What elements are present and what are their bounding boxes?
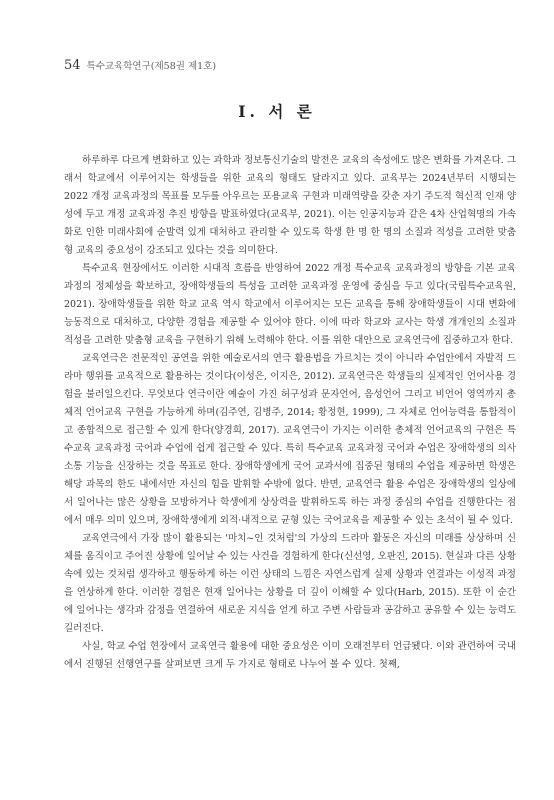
page-number: 54 xyxy=(64,58,81,73)
paragraph: 교육연극에서 가장 많이 활용되는 '마치~인 것처럼'의 가상의 드라마 활동은 자신의 미래를 상상하며 신체를 움직이고 주어진 상황에 일어날 수 있는 사건을 경험하게 한다(신선영, 오판진, 2015). 현실과 다른 상황 속에 있는 것처럼 생각하고 행동하게 하는 이런 상태의 느낌은 자연스럽게 실제 상황과 연결과는 이성적 과정을 연상하게 한다. 이러한 경험은 현재 일어나는 상황을 더 깊이 이해할 수 있다(Harb, 2015). 또한 이 순간에 일어나는 생각과 감정을 연결하여 새로운 지식을 얻게 하고 주변 사람들과 공감하고 공유할 수 있는 능력도 길러진다. xyxy=(64,533,516,634)
running-header xyxy=(64,58,216,73)
paragraph: 하루하루 다르게 변화하고 있는 과학과 정보통신기술의 발전은 교육의 속성에도 많은 변화를 가져온다. 그래서 학교에서 이루어지는 학생들을 위한 교육의 형태도 달라지고 있다. 교육부는 2024년부터 시행되는 2022 개정 교육과정의 목표를 모두를 아우르는 포용교육 구현과 미래역량을 갖춘 자기 주도적 혁신적 인재 양성에 두고 개정 교육과정 추진 방향을 발표하였다(교육부, 2021). 이는 인공지능과 같은 4차 산업혁명의 가속화로 인한 미래사회에 순발력 있게 대처하고 관리할 수 있도록 학생 한 명 한 명의 소질과 적성을 고려한 맞춤형 교육의 중요성이 강조되고 있다는 것을 의미한다. xyxy=(64,155,516,256)
section-title: Ⅰ. 서 론 xyxy=(238,102,316,121)
paragraph: 교육연극은 전문적인 공연을 위한 예술로서의 연극 활용법을 가르치는 것이 아니라 수업안에서 자발적 드라마 행위를 교육적으로 활용하는 것이다(이성은, 이지은, 2012). 교육연극은 학생들의 실제적인 언어사용 경험을 불러일으킨다. 무엇보다 연극이란 예술이 가진 허구성과 문자언어, 음성언어 그리고 비언어 영역까지 총체적 언어교육 구현을 가능하게 하며(김주연, 김병주, 2014; 황정현, 1999), 그 자체로 언어능력을 통합적이고 종합적으로 접근할 수 있게 한다(양경희, 2017). 교육연극이 가지는 이러한 총체적 언어교육의 구현은 특수교육 교육과정 국어과 수업에 쉽게 접근할 수 있다. 특히 특수교육 교육과정 국어과 수업은 장애학생의 의사소통 기능을 신장하는 것을 목표로 한다. 장애학생에게 국어 교과서에 집중된 형태의 수업을 제공하면 학생은 해당 과목의 한도 내에서만 자신의 힘을 발휘할 수밖에 없다. 반면, 교육연극 활용 수업은 장애학생의 일상에서 일어나는 많은 상황을 모방하거나 학생에게 상상력을 발휘하도록 하는 과정 중심의 수업을 진행한다는 점에서 매우 의미 있으며, 장애학생에게 외적·내적으로 균형 있는 국어교육을 제공할 수 있는 초석이 될 수 있다. xyxy=(64,353,516,526)
paragraph: 사실, 학교 수업 현장에서 교육연극 활용에 대한 중요성은 이미 오래전부터 언급됐다. 이와 관련하여 국내에서 진행된 선행연구를 살펴보면 크게 두 가지로 형태로 나누어 볼 수 있다. 첫째, xyxy=(64,641,516,670)
paragraph: 특수교육 현장에서도 이러한 시대적 흐름을 반영하여 2022 개정 특수교육 교육과정의 방향을 기본 교육과정의 정체성을 확보하고, 장애학생들의 특성을 고려한 교육과정 운영에 중심을 두고 있다(국립특수교육원, 2021). 장애학생들을 위한 학교 교육 역시 학교에서 이루어지는 모든 교육을 통해 장애학생들이 시대 변화에 능동적으로 대처하고, 다양한 경험을 제공할 수 있어야 한다. 이에 따라 학교와 교사는 학생 개개인의 소질과 적성을 고려한 맞춤형 교육을 구현하기 위해 노력해야 한다. 이를 위한 대안으로 교육연극에 집중하고자 한다. xyxy=(64,263,516,346)
journal-title: 특수교육학연구(제58권 제1호) xyxy=(86,61,217,72)
body-text xyxy=(64,152,516,674)
